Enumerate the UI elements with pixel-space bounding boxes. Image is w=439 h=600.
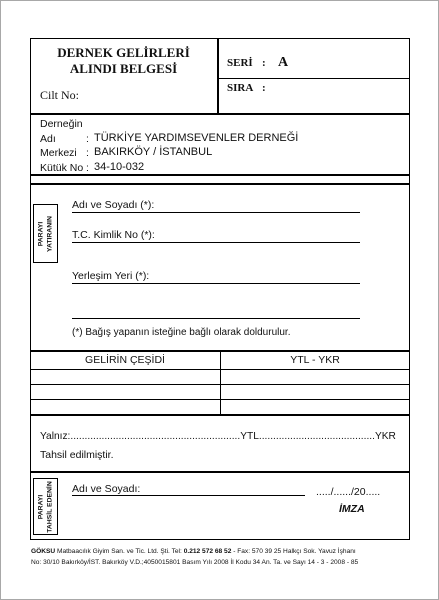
association-name-colon: : <box>86 133 89 145</box>
depositor-side-label-line-1: PARAYI <box>37 221 44 246</box>
form-title-line-2: ALINDI BELGESİ <box>69 61 178 76</box>
registry-no-value: 34-10-032 <box>94 161 145 173</box>
depositor-address-label: Yerleşim Yeri (*): <box>72 270 150 282</box>
printer-fax-address: - Fax: 570 39 25 Halkçı Sok. Yavuz İşhanı <box>231 548 356 555</box>
depositor-side-label <box>37 205 54 262</box>
printer-details: Matbaacılık Giyim San. ve Tic. Ltd. Şti. Tel: <box>55 548 184 555</box>
depositor-address-blank-line-2 <box>72 318 360 319</box>
depositor-id-label: T.C. Kimlik No (*): <box>72 229 155 241</box>
seri-value: A <box>278 55 289 70</box>
amount-in-words-line: Yalnız:............................................................YTL.........................................YKR <box>40 431 396 442</box>
association-center-colon: : <box>86 147 89 159</box>
income-type-column-header: GELİRİN ÇEŞİDİ <box>85 354 165 366</box>
income-table-row-line <box>30 399 410 400</box>
depositor-address-blank-line <box>72 283 360 284</box>
collector-side-label-line-2: TAHSİL EDENİN <box>45 480 53 533</box>
amount-column-header: YTL - YKR <box>290 354 340 366</box>
registry-no-colon: : <box>86 162 89 174</box>
optional-fields-note: (*) Bağış yapanın isteğine bağlı olarak doldurulur. <box>72 327 291 338</box>
date-blank: ...../....../20..... <box>316 486 381 498</box>
association-center-value: BAKIRKÖY / İSTANBUL <box>94 146 213 158</box>
collected-statement: Tahsil edilmiştir. <box>40 449 114 461</box>
seri-sira-divider <box>217 78 410 79</box>
association-heading: Derneğin <box>40 118 83 130</box>
depositor-side-box <box>33 204 58 263</box>
depositor-side-label-line-2: YATIRANIN <box>45 215 53 252</box>
header-divider <box>217 38 219 113</box>
depositor-id-blank-line <box>72 242 360 243</box>
seri-colon: : <box>262 57 266 69</box>
association-bottom-line <box>30 174 410 176</box>
collector-name-label: Adı ve Soyadı: <box>72 483 141 495</box>
collector-name-blank-line <box>72 495 305 496</box>
collector-side-label-line-1: PARAYI <box>37 494 44 519</box>
association-name-label: Adı <box>40 133 56 145</box>
registry-no-label: Kütük No <box>40 162 84 174</box>
form-title-line-1: DERNEK GELİRLERİ <box>57 45 190 60</box>
cilt-no-label: Cilt No: <box>40 88 80 102</box>
collector-side-box <box>33 478 58 535</box>
seri-label: SERİ <box>227 57 253 69</box>
sira-colon: : <box>262 82 266 94</box>
printer-company-name: GÖKSU <box>31 548 56 555</box>
collector-top-line <box>30 471 410 473</box>
collector-side-label <box>37 479 54 534</box>
depositor-name-label: Adı ve Soyadı (*): <box>72 199 155 211</box>
printer-phone: 0.212 572 68 52 <box>183 548 232 555</box>
association-name-value: TÜRKİYE YARDIMSEVENLER DERNEĞİ <box>94 132 299 144</box>
association-center-label: Merkezi <box>40 147 77 159</box>
income-table-row-line <box>30 369 410 370</box>
income-table-row-line <box>30 384 410 385</box>
depositor-name-blank-line <box>72 212 360 213</box>
depositor-top-line <box>30 183 410 185</box>
income-table-bottom-line <box>30 414 410 416</box>
signature-label: İMZA <box>339 503 365 515</box>
printer-footer-line-2: No: 30/10 Bakırköy/İST. Bakırköy V.D.;4050015801 Basım Yılı 2008 İl Kodu 34 An. Ta. ve Sayı 14 - 3 - 2008 - 85 <box>31 559 359 566</box>
printer-footer-line-1 <box>31 549 356 556</box>
header-bottom-line <box>30 113 410 115</box>
sira-label: SIRA <box>227 82 254 94</box>
